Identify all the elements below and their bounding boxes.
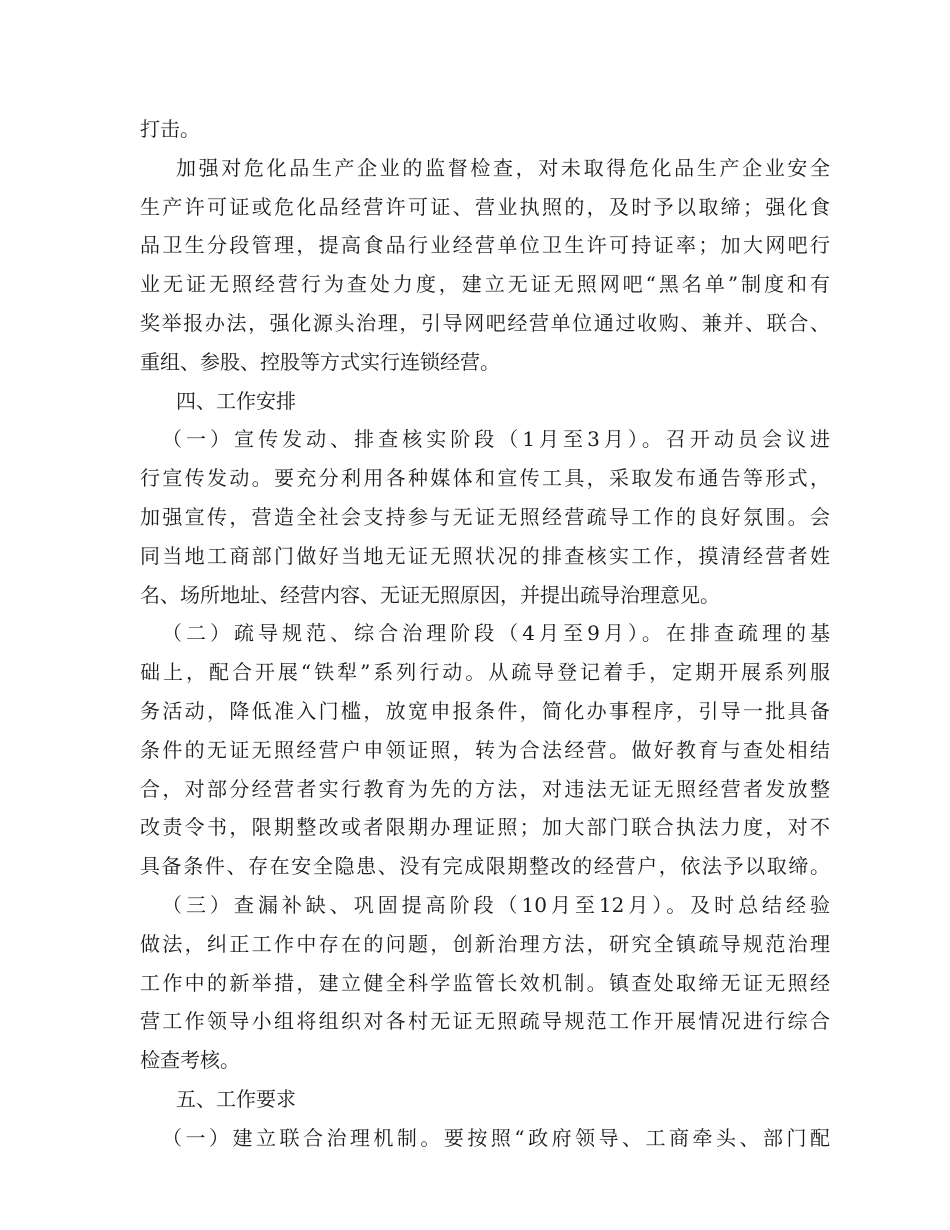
text-line-12: 同当地工商部门做好当地无证无照状况的排查核实工作，摸清经营者姓	[140, 543, 830, 568]
text-line-13: 名、场所地址、经营内容、无证无照原因，并提出疏导治理意见。	[140, 582, 720, 607]
text-line-21: （三）查漏补缺、巩固提高阶段（10月至12月）。及时总结经验	[162, 892, 830, 917]
section-heading-5: 五、工作要求	[176, 1086, 296, 1111]
text-line-14: （二）疏导规范、综合治理阶段（4月至9月）。在排查疏理的基	[162, 621, 830, 646]
text-line-6: 奖举报办法，强化源头治理，引导网吧经营单位通过收购、兼并、联合、	[140, 310, 830, 335]
text-line-24: 营工作领导小组将组织对各村无证无照疏导规范工作开展情况进行综合	[140, 1009, 830, 1034]
text-line-18: 合，对部分经营者实行教育为先的方法，对违法无证无照经营者发放整	[140, 776, 830, 801]
text-line-20: 具备条件、存在安全隐患、没有完成限期整改的经营户，依法予以取缔。	[140, 854, 830, 879]
text-line-2: 加强对危化品生产企业的监督检查，对未取得危化品生产企业安全	[176, 155, 830, 180]
text-line-15: 础上，配合开展“铁犁”系列行动。从疏导登记着手，定期开展系列服	[140, 660, 830, 685]
text-line-9: （一）宣传发动、排查核实阶段（1月至3月）。召开动员会议进	[162, 427, 830, 452]
text-line-22: 做法，纠正工作中存在的问题，创新治理方法，研究全镇疏导规范治理	[140, 931, 830, 956]
text-line-23: 工作中的新举措，建立健全科学监管长效机制。镇查处取缔无证无照经	[140, 970, 830, 995]
text-line-10: 行宣传发动。要充分利用各种媒体和宣传工具，采取发布通告等形式，	[140, 466, 830, 491]
text-line-19: 改责令书，限期整改或者限期办理证照；加大部门联合执法力度，对不	[140, 815, 830, 840]
text-line-16: 务活动，降低准入门槛，放宽申报条件，简化办事程序，引导一批具备	[140, 698, 830, 723]
text-line-5: 业无证无照经营行为查处力度，建立无证无照网吧“黑名单”制度和有	[140, 272, 830, 297]
text-line-3: 生产许可证或危化品经营许可证、营业执照的，及时予以取缔；强化食	[140, 194, 830, 219]
text-line-7: 重组、参股、控股等方式实行连锁经营。	[140, 349, 500, 374]
document-page	[140, 110, 830, 1158]
text-line-11: 加强宣传，营造全社会支持参与无证无照经营疏导工作的良好氛围。会	[140, 504, 830, 529]
text-line-1: 打击。	[140, 117, 200, 141]
text-line-4: 品卫生分段管理，提高食品行业经营单位卫生许可持证率；加大网吧行	[140, 233, 830, 258]
text-line-27: （一）建立联合治理机制。要按照“政府领导、工商牵头、部门配	[162, 1125, 830, 1150]
section-heading-4: 四、工作安排	[176, 388, 296, 413]
text-line-25: 检查考核。	[140, 1048, 240, 1073]
text-line-17: 条件的无证无照经营户申领证照，转为合法经营。做好教育与查处相结	[140, 737, 830, 762]
